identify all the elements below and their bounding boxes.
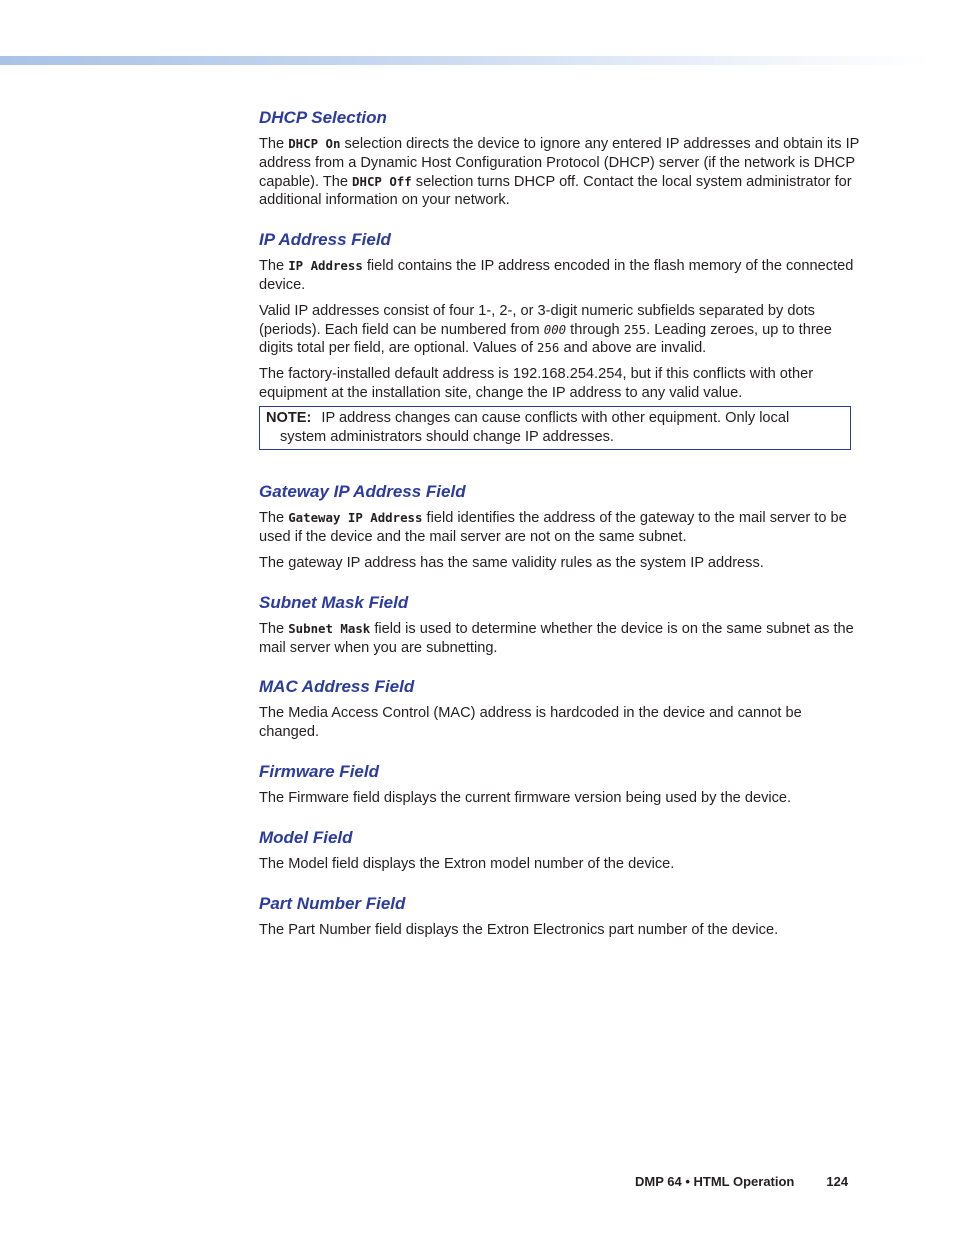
note-label: NOTE: [266, 409, 312, 426]
heading-gateway-ip-address-field: Gateway IP Address Field [259, 482, 466, 502]
ip-paragraph-2: Valid IP addresses consist of four 1-, 2-, or 3-digit numeric subfields separated by dots (periods). Each field can be numbered from 000 through 255. Leading zeroes, up to three digits total per field, are optional. Values of 256 and above are invalid. [259, 302, 832, 357]
ip-paragraph-1: The IP Address field contains the IP address encoded in the flash memory of the connected device. [259, 258, 854, 293]
page-number: 124 [826, 1174, 849, 1189]
header-gradient-bar [0, 56, 930, 65]
page-footer [635, 1174, 848, 1189]
part-number-paragraph: The Part Number field displays the Extron Electronics part number of the device. [259, 921, 779, 938]
dhcp-paragraph: The DHCP On selection directs the device to ignore any entered IP addresses and obtain its IP address from a Dynamic Host Configuration Protocol (DHCP) server (if the network is DHCP capable). The DHCP Off selection turns DHCP off. Contact the local system administrator for additional information on your network. [259, 136, 860, 209]
heading-dhcp-selection: DHCP Selection [259, 108, 387, 127]
firmware-paragraph: The Firmware field displays the current firmware version being used by the device. [259, 789, 792, 806]
heading-ip-address-field: IP Address Field [259, 230, 391, 250]
heading-subnet-mask-field: Subnet Mask Field [259, 592, 409, 612]
page-content [259, 107, 861, 939]
heading-mac-address-field: MAC Address Field [259, 677, 415, 697]
note-box [259, 406, 851, 451]
gateway-paragraph-1: The Gateway IP Address field identifies the address of the gateway to the mail server to be used if the device and the mail server are not on the same subnet. [259, 510, 847, 546]
note-line-1: NOTE: IP address changes can cause conflicts with other equipment. Only local [266, 409, 790, 426]
ip-paragraph-3: The factory-installed default address is 192.168.254.254, but if this conflicts with other equipment at the installation site, change the IP address to any valid value. [259, 366, 814, 401]
heading-firmware-field: Firmware Field [259, 761, 379, 781]
note-line-2: system administrators should change IP addresses. [280, 428, 614, 445]
heading-model-field: Model Field [259, 827, 353, 847]
heading-part-number-field: Part Number Field [259, 893, 406, 913]
mac-paragraph: The Media Access Control (MAC) address is hardcoded in the device and cannot be changed. [259, 705, 802, 741]
model-paragraph: The Model field displays the Extron model number of the device. [259, 855, 675, 872]
gateway-paragraph-2: The gateway IP address has the same validity rules as the system IP address. [259, 554, 764, 571]
footer-title: DMP 64 • HTML Operation [635, 1174, 795, 1189]
subnet-paragraph: The Subnet Mask field is used to determine whether the device is on the same subnet as the mail server when you are subnetting. [259, 620, 854, 656]
